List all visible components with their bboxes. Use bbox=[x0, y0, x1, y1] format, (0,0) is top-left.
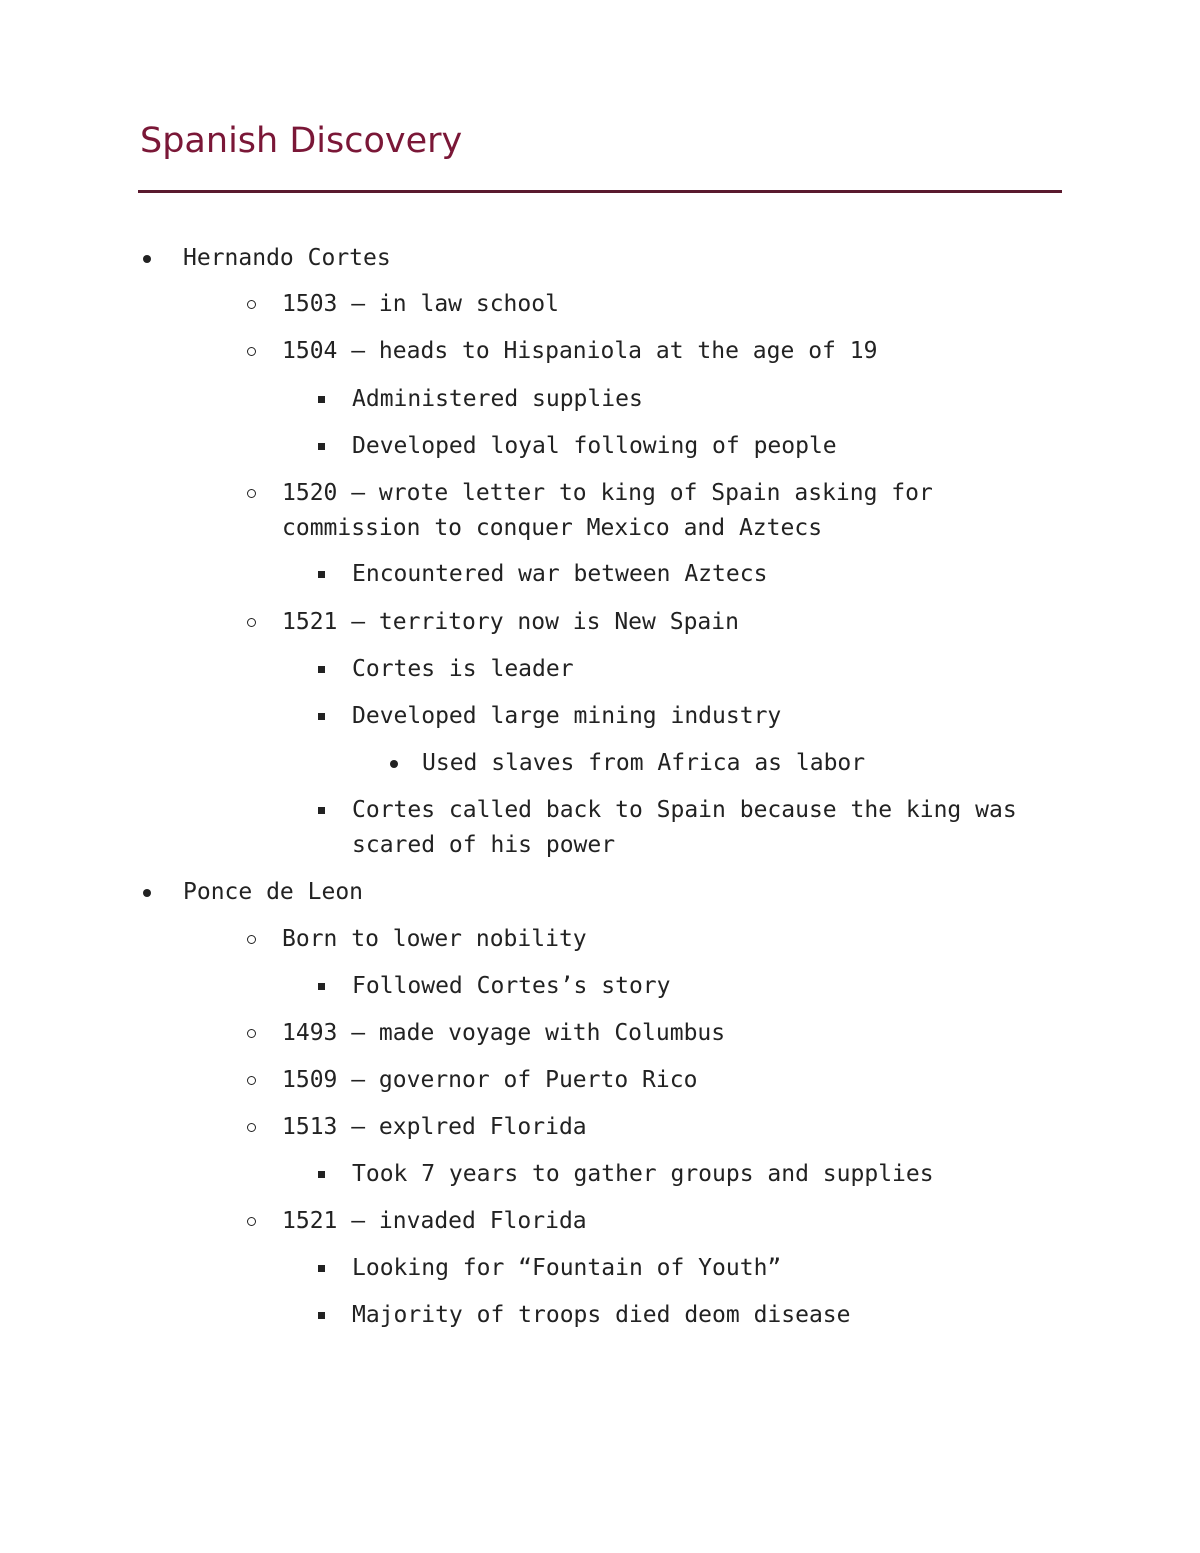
square-bullet-icon bbox=[318, 807, 325, 814]
list-item: 1521 – territory now is New Spain bbox=[282, 609, 739, 635]
disc-bullet-icon bbox=[390, 760, 398, 768]
list-item: Hernando Cortes bbox=[183, 245, 391, 271]
square-bullet-icon bbox=[318, 666, 325, 673]
list-item: Followed Cortes’s story bbox=[352, 973, 671, 999]
list-item: 1521 – invaded Florida bbox=[282, 1208, 587, 1234]
list-item: Looking for “Fountain of Youth” bbox=[352, 1255, 782, 1281]
title-divider bbox=[138, 190, 1062, 193]
square-bullet-icon bbox=[318, 1171, 325, 1178]
list-item: commission to conquer Mexico and Aztecs bbox=[282, 515, 823, 541]
list-item: 1513 – explred Florida bbox=[282, 1114, 587, 1140]
list-item: Administered supplies bbox=[352, 386, 643, 412]
list-item: Encountered war between Aztecs bbox=[352, 561, 768, 587]
circle-bullet-icon bbox=[247, 489, 256, 498]
square-bullet-icon bbox=[318, 571, 325, 578]
disc-bullet-icon bbox=[143, 255, 151, 263]
list-item: Majority of troops died deom disease bbox=[352, 1302, 851, 1328]
list-item: 1509 – governor of Puerto Rico bbox=[282, 1067, 698, 1093]
square-bullet-icon bbox=[318, 396, 325, 403]
square-bullet-icon bbox=[318, 1312, 325, 1319]
list-item: 1504 – heads to Hispaniola at the age of 19 bbox=[282, 338, 878, 364]
circle-bullet-icon bbox=[247, 1076, 256, 1085]
circle-bullet-icon bbox=[247, 1123, 256, 1132]
list-item: 1493 – made voyage with Columbus bbox=[282, 1020, 726, 1046]
list-item: Cortes called back to Spain because the king was bbox=[352, 797, 1017, 823]
circle-bullet-icon bbox=[247, 300, 256, 309]
circle-bullet-icon bbox=[247, 618, 256, 627]
list-item: Cortes is leader bbox=[352, 656, 574, 682]
list-item: Born to lower nobility bbox=[282, 926, 587, 952]
list-item: Took 7 years to gather groups and supplies bbox=[352, 1161, 934, 1187]
list-item: Developed large mining industry bbox=[352, 703, 782, 729]
circle-bullet-icon bbox=[247, 347, 256, 356]
square-bullet-icon bbox=[318, 443, 325, 450]
circle-bullet-icon bbox=[247, 935, 256, 944]
square-bullet-icon bbox=[318, 1265, 325, 1272]
page-title: Spanish Discovery bbox=[140, 121, 463, 161]
square-bullet-icon bbox=[318, 713, 325, 720]
square-bullet-icon bbox=[318, 983, 325, 990]
list-item: Developed loyal following of people bbox=[352, 433, 837, 459]
list-item: 1503 – in law school bbox=[282, 291, 559, 317]
circle-bullet-icon bbox=[247, 1029, 256, 1038]
circle-bullet-icon bbox=[247, 1217, 256, 1226]
list-item: Used slaves from Africa as labor bbox=[422, 750, 866, 776]
disc-bullet-icon bbox=[143, 889, 151, 897]
list-item: Ponce de Leon bbox=[183, 879, 364, 905]
list-item: 1520 – wrote letter to king of Spain asking for bbox=[282, 480, 933, 506]
list-item: scared of his power bbox=[352, 832, 616, 858]
